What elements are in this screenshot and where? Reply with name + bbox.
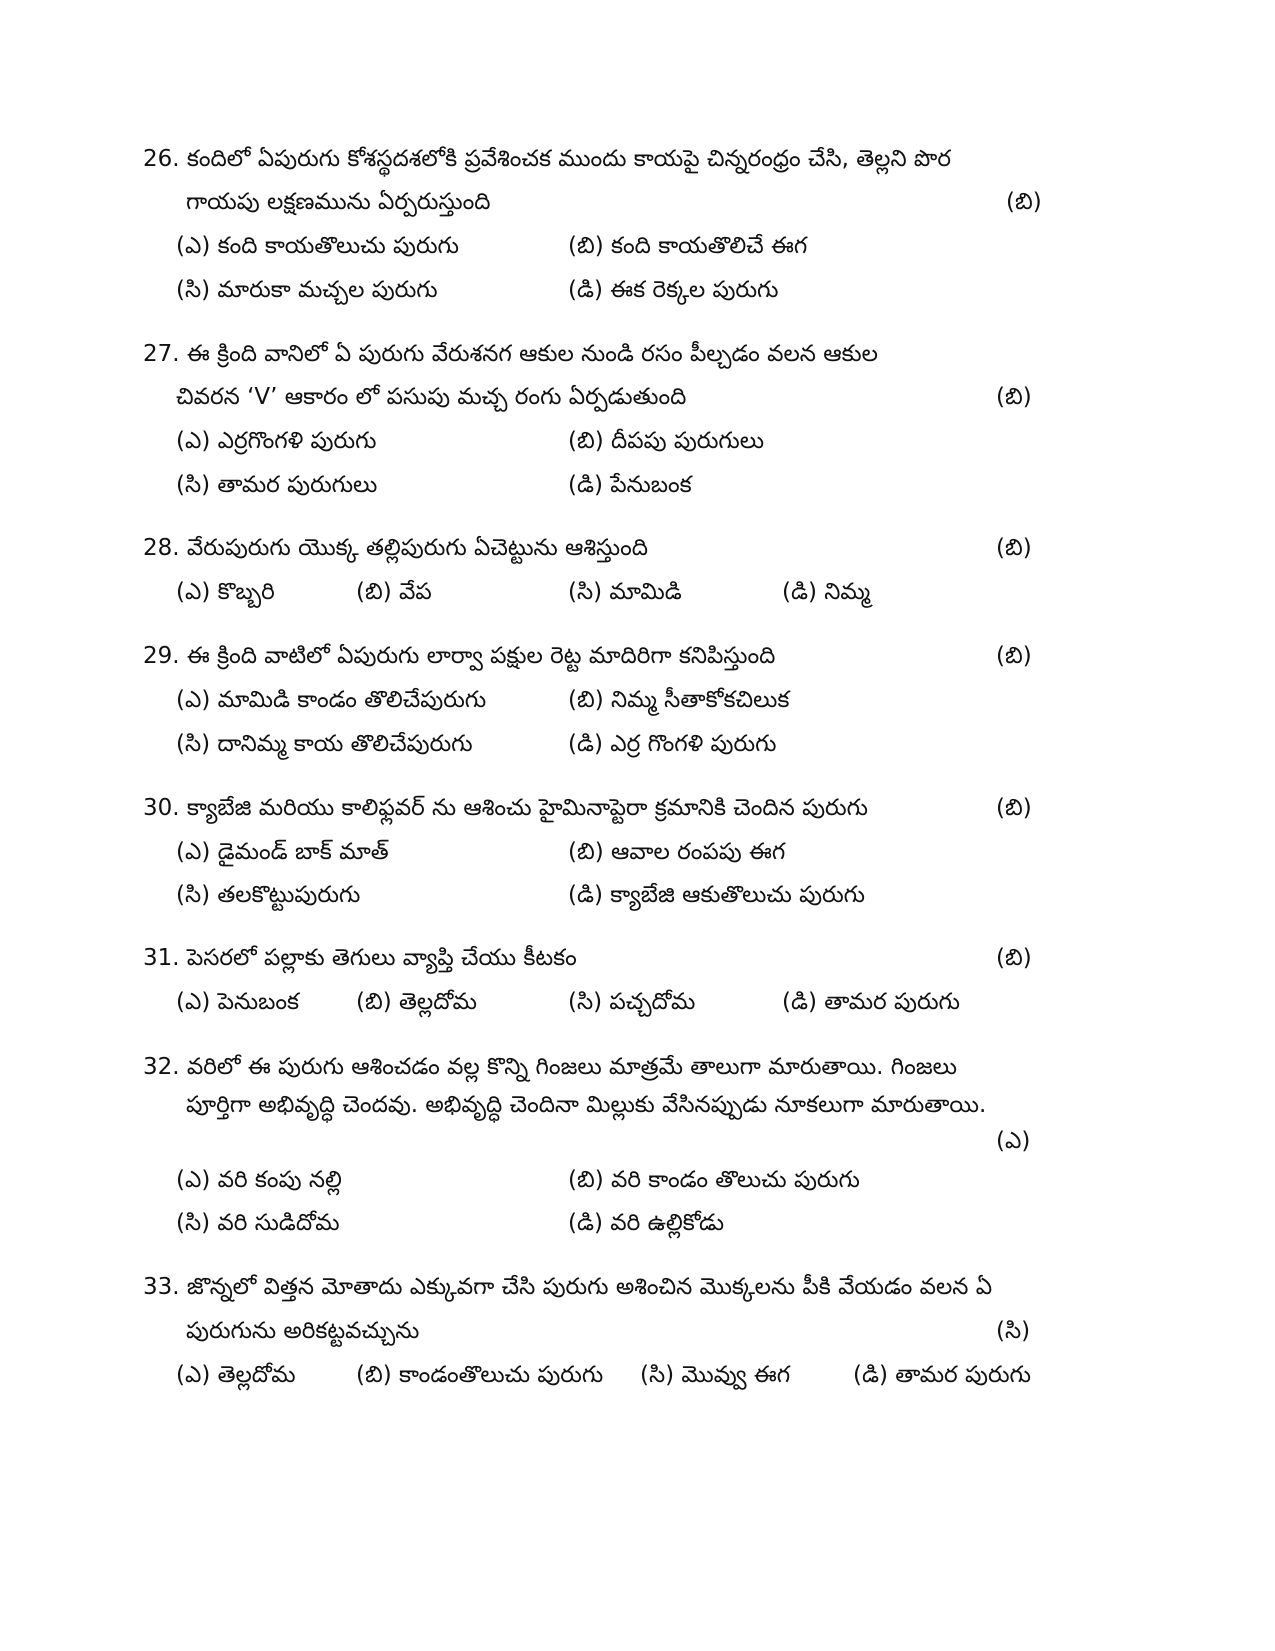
question-30-option-a: (ఎ) డైమండ్ బాక్ మాత్ — [176, 839, 389, 865]
question-33-line-1: 33. జొన్నలో విత్తన మోతాదు ఎక్కువగా చేసి పురుగు అశించిన మొక్కలను పీకి వేయడం వలన ఏ — [143, 1274, 993, 1300]
question-30-option-c: (సి) తలకొట్టుపురుగు — [176, 882, 361, 908]
question-29-option-b: (బి) నిమ్మ సీతాకోకచిలుక — [568, 687, 790, 713]
question-33-option-b: (బి) కాండంతొలుచు పురుగు — [356, 1362, 604, 1388]
question-30-option-b: (బి) ఆవాల రంపపు ఈగ — [568, 839, 786, 865]
question-30-line-1: 30. క్యాబేజి మరియు కాలిఫ్లవర్ ను ఆశించు హైమినాప్టెరా క్రమానికి చెందిన పురుగు — [143, 795, 869, 821]
question-28-option-b: (బి) వేప — [356, 579, 432, 605]
question-28-option-c: (సి) మామిడి — [568, 579, 682, 605]
question-33-option-a: (ఎ) తెల్లదోమ — [176, 1362, 296, 1388]
question-27-option-d: (డి) పేనుబంక — [568, 472, 692, 498]
question-32-option-a: (ఎ) వరి కంపు నల్లి — [176, 1167, 342, 1193]
question-26-option-d: (డి) ఈక రెక్కల పురుగు — [568, 277, 779, 303]
question-26-line-1: 26. కందిలో ఏపురుగు కోశస్థదశలోకి ప్రవేశించక ముందు కాయపై చిన్నరంధ్రం చేసి, తెల్లని పొర — [143, 146, 951, 172]
question-31-line-1: 31. పెసరలో పల్లాకు తెగులు వ్యాప్తి చేయు కీటకం — [143, 945, 577, 971]
question-33-line-2: పురుగును అరికట్టవచ్చును — [186, 1318, 420, 1344]
question-31-option-b: (బి) తెల్లదోమ — [356, 989, 477, 1015]
question-32-option-b: (బి) వరి కాండం తొలుచు పురుగు — [568, 1167, 860, 1193]
question-32-option-d: (డి) వరి ఉల్లికోడు — [568, 1210, 725, 1236]
question-29-option-a: (ఎ) మామిడి కాండం తొలిచేపురుగు — [176, 687, 487, 713]
question-29-option-c: (సి) దానిమ్మ కాయ తొలిచేపురుగు — [176, 731, 473, 757]
question-28-line-1: 28. వేరుపురుగు యొక్క తల్లిపురుగు ఏచెట్టును ఆశిస్తుంది — [143, 535, 648, 561]
question-32-answer: (ఎ) — [996, 1128, 1031, 1154]
question-33-answer: (సి) — [996, 1318, 1031, 1344]
question-27-option-a: (ఎ) ఎర్రగొంగళి పురుగు — [176, 428, 377, 454]
question-26-option-b: (బి) కంది కాయతొలిచే ఈగ — [568, 233, 808, 259]
question-31-option-c: (సి) పచ్చదోమ — [568, 989, 696, 1015]
question-27-line-2: చివరన ‘V’ ఆకారం లో పసుపు మచ్చ రంగు ఏర్పడుతుంది — [176, 384, 687, 410]
question-28-option-a: (ఎ) కొబ్బరి — [176, 579, 275, 605]
question-33-option-d: (డి) తామర పురుగు — [853, 1362, 1031, 1388]
question-26-line-2: గాయపు లక్షణమును ఏర్పరుస్తుంది — [186, 189, 491, 215]
question-31-answer: (బి) — [996, 945, 1032, 971]
question-29-option-d: (డి) ఎర్ర గొంగళి పురుగు — [568, 731, 777, 757]
question-30-option-d: (డి) క్యాబేజి ఆకుతొలుచు పురుగు — [568, 882, 866, 908]
question-26-option-a: (ఎ) కంది కాయతొలుచు పురుగు — [176, 233, 459, 259]
question-29-answer: (బి) — [996, 643, 1032, 669]
question-27-line-1: 27. ఈ క్రింది వానిలో ఏ పురుగు వేరుశనగ ఆకుల నుండి రసం పీల్చడం వలన ఆకుల — [143, 341, 878, 367]
question-30-answer: (బి) — [996, 795, 1032, 821]
question-31-option-d: (డి) తామర పురుగు — [782, 989, 960, 1015]
question-28-option-d: (డి) నిమ్మ — [782, 579, 871, 605]
question-31-option-a: (ఎ) పెనుబంక — [176, 989, 299, 1015]
question-32-line-2: పూర్తిగా అభివృద్ధి చెందవు. అభివృద్ధి చెందినా మిల్లుకు వేసినప్పుడు నూకలుగా మారుతాయి. — [186, 1092, 987, 1118]
question-29-line-1: 29. ఈ క్రింది వాటిలో ఏపురుగు లార్వా పక్షుల రెట్ట మాదిరిగా కనిపిస్తుంది — [143, 643, 776, 669]
question-27-answer: (బి) — [996, 384, 1032, 410]
question-26-option-c: (సి) మారుకా మచ్చల పురుగు — [176, 277, 438, 303]
question-27-option-c: (సి) తామర పురుగులు — [176, 472, 378, 498]
question-32-line-1: 32. వరిలో ఈ పురుగు ఆశించడం వల్ల కొన్ని గింజలు మాత్రమే తాలుగా మారుతాయి. గింజలు — [143, 1054, 957, 1080]
question-32-option-c: (సి) వరి సుడిదోమ — [176, 1210, 340, 1236]
question-27-option-b: (బి) దీపపు పురుగులు — [568, 428, 765, 454]
question-26-answer: (బి) — [1006, 189, 1042, 215]
question-33-option-c: (సి) మొవ్వు ఈగ — [640, 1362, 791, 1388]
question-28-answer: (బి) — [996, 535, 1032, 561]
